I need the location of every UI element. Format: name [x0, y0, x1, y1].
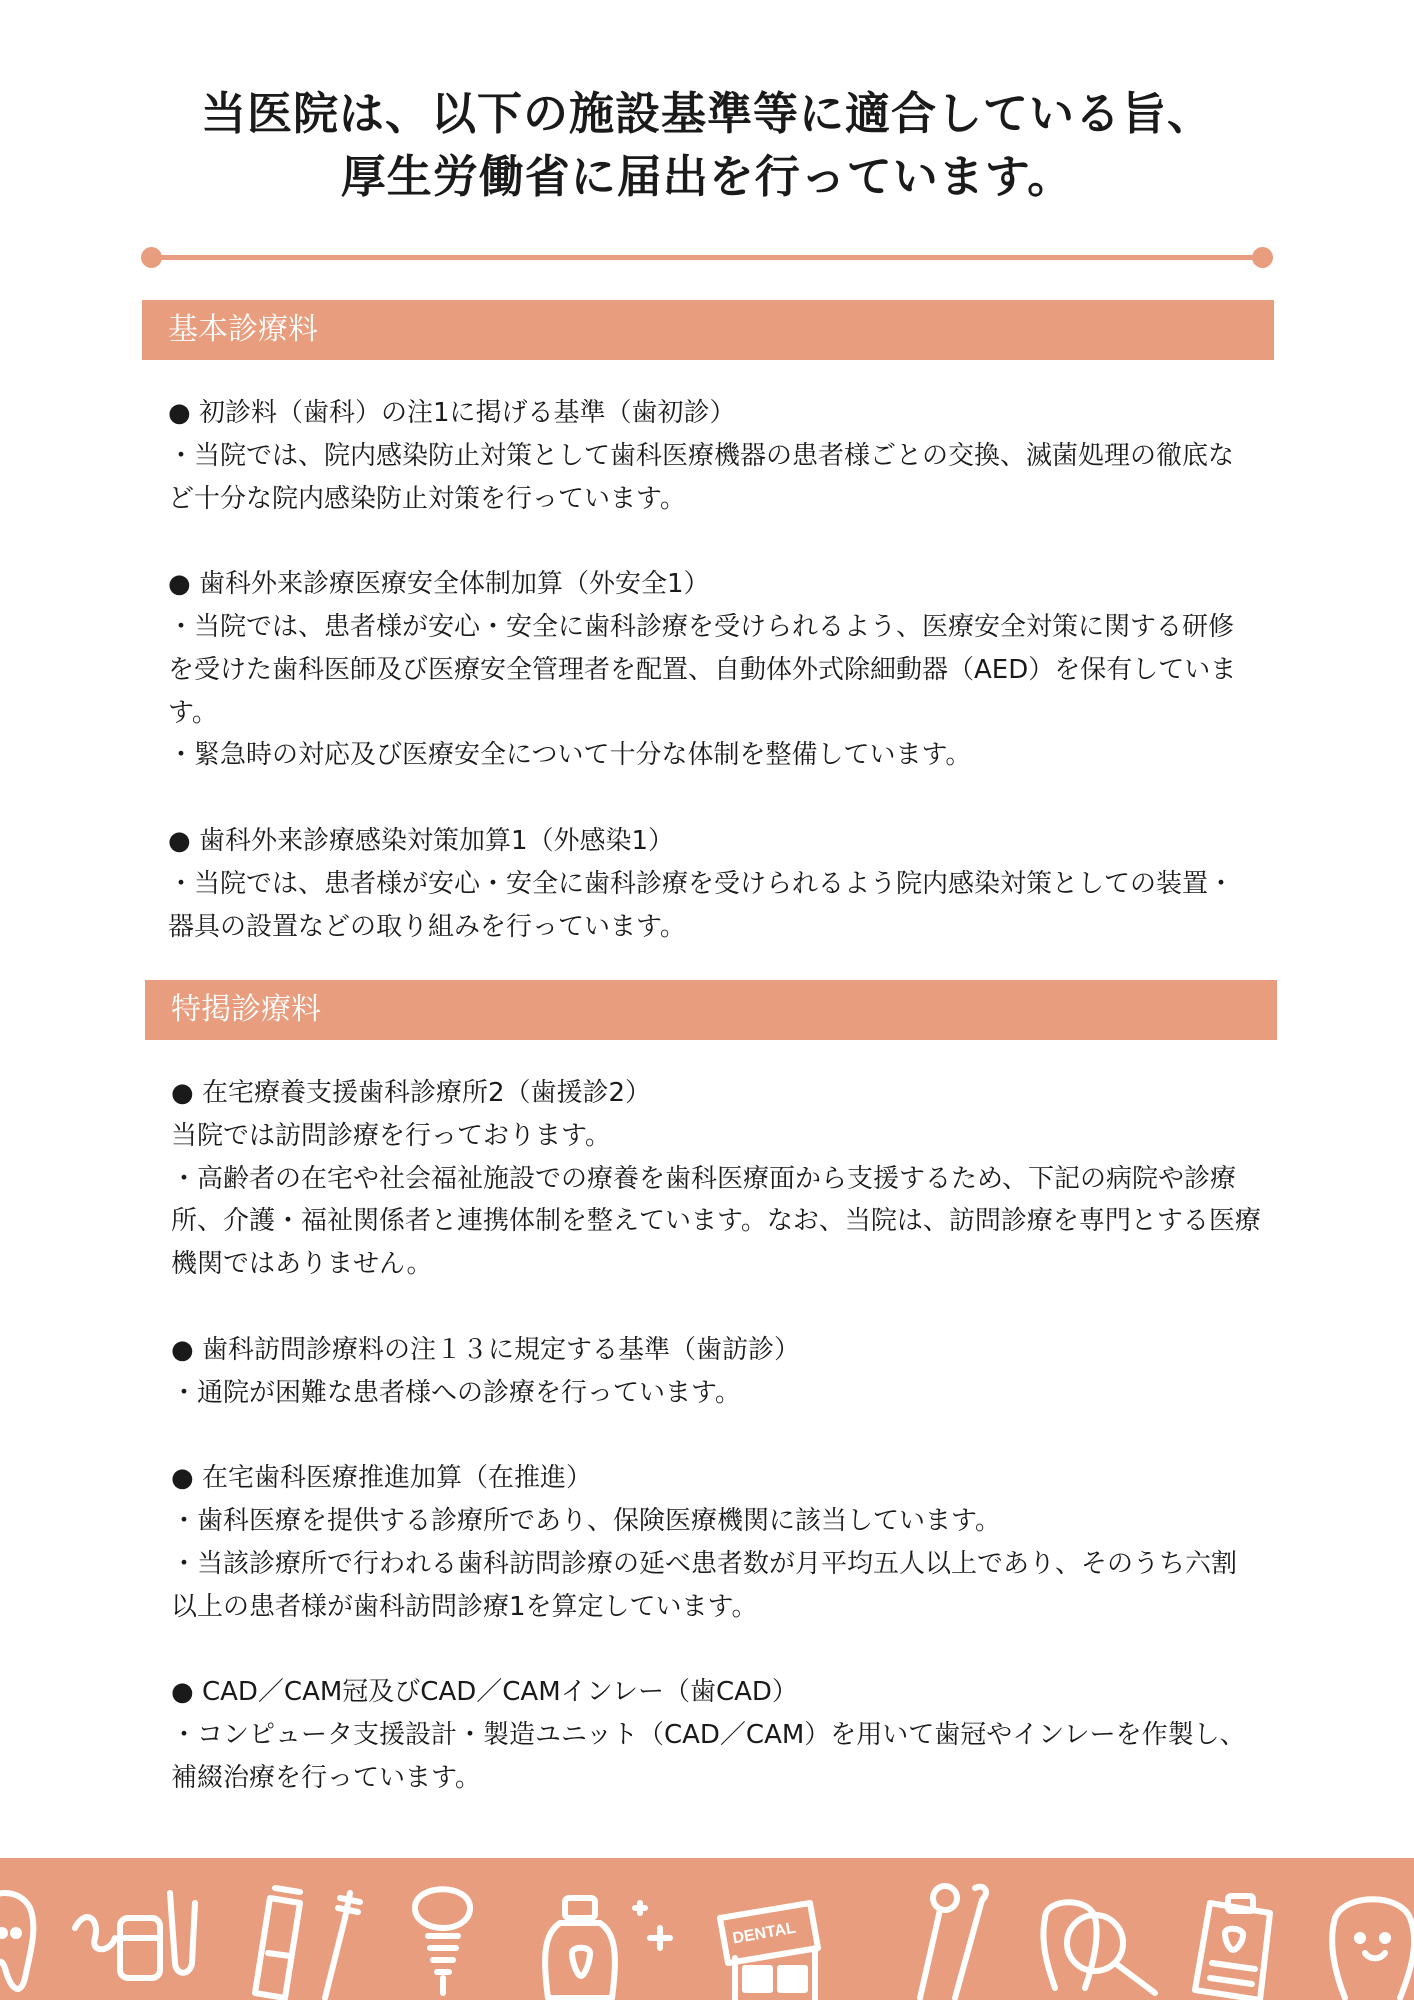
item-title [171, 1671, 1261, 1714]
list-item [168, 392, 1258, 520]
dental-clinic-icon [720, 1903, 818, 2000]
item-title-text: 歯科訪問診療料の注１３に規定する基準（歯訪診） [201, 1334, 800, 1365]
list-item [168, 820, 1258, 948]
dental-probe-icon [955, 1887, 986, 1998]
bullet-icon: ● [168, 569, 191, 600]
item-description: ・当該診療所で行われる歯科訪問診療の延べ患者数が月平均五人以上であり、そのうち六割以上の患者様が歯科訪問診療1を算定しています。 [171, 1548, 1238, 1622]
list-item [171, 1457, 1261, 1628]
bullet-icon: ● [168, 398, 191, 428]
item-description: ・コンピュータ支援設計・製造ユニット（CAD／CAM）を用いて歯冠やインレーを作製し、補綴治療を行っています。 [171, 1719, 1246, 1793]
item-description: ・緊急時の対応及び医療安全について十分な体制を整備しています。 [168, 740, 972, 771]
item-title [168, 392, 1258, 435]
item-description: 当院では訪問診療を行っております。 [171, 1120, 611, 1151]
item-title [171, 1457, 1261, 1500]
item-description: ・当院では、患者様が安心・安全に歯科診療を受けられるよう、医療安全対策に関する研修を受けた歯科医師及び医療安全管理者を配置、自動体外式除細動器（AED）を保有しています。 [168, 611, 1237, 728]
implant-icon [415, 1889, 470, 1993]
item-title-text: CAD／CAM冠及びCAD／CAMインレー（歯CAD） [201, 1677, 798, 1708]
dental-mirror-icon [920, 1886, 957, 1998]
list-item [171, 1072, 1261, 1286]
clipboard-icon [1195, 1896, 1270, 2000]
item-description: ・通院が困難な患者様への診療を行っています。 [171, 1377, 741, 1408]
list-item [168, 563, 1258, 777]
item-description: ・当院では、患者様が安心・安全に歯科診療を受けられるよう院内感染対策としての装置・器具の設置などの取り組みを行っています。 [168, 868, 1235, 942]
bullet-icon: ● [171, 1463, 194, 1494]
page-title [0, 82, 1414, 208]
bullet-icon: ● [171, 1334, 194, 1365]
floss-icon [75, 1893, 195, 1978]
item-title-text: 初診料（歯科）の注1に掲げる基準（歯初診） [198, 398, 736, 428]
tooth-icon [1332, 1899, 1414, 1998]
item-description: ・歯科医療を提供する診療所であり、保険医療機関に該当しています。 [171, 1505, 1001, 1536]
item-title [168, 820, 1258, 863]
list-item [171, 1329, 1261, 1415]
item-title [171, 1072, 1261, 1115]
page-title-line-2: 厚生労働省に届出を行っています。 [340, 150, 1074, 203]
list-item [171, 1671, 1261, 1799]
section-header-special: 特掲診療料 [145, 980, 1277, 1040]
toothpaste-icon [255, 1888, 300, 1998]
footer-banner [0, 1858, 1414, 2000]
item-title [171, 1329, 1261, 1372]
dental-sign-text: DENTAL [731, 1919, 798, 1948]
item-title-text: 歯科外来診療医療安全体制加算（外安全1） [198, 569, 710, 600]
page-title-line-1: 当医院は、以下の施設基準等に適合している旨、 [200, 87, 1213, 140]
item-title [168, 563, 1258, 606]
toothbrush-icon [325, 1893, 360, 1998]
section-body-special [171, 1072, 1261, 1842]
bullet-icon: ● [171, 1078, 194, 1108]
bullet-icon: ● [171, 1677, 194, 1708]
tooth-icon [0, 1893, 33, 1989]
section-body-basic [168, 392, 1258, 991]
item-title-text: 歯科外来診療感染対策加算1（外感染1） [198, 825, 675, 856]
title-divider [152, 255, 1262, 260]
bullet-icon: ● [168, 825, 191, 856]
item-description: ・当院では、院内感染防止対策として歯科医療機器の患者様ごとの交換、滅菌処理の徹底など十分な院内感染防止対策を行っています。 [168, 440, 1235, 514]
sparkle-icon [635, 1903, 670, 1948]
item-description: ・高齢者の在宅や社会福祉施設での療養を歯科医療面から支援するため、下記の病院や診療所、介護・福祉関係者と連携体制を整えています。なお、当院は、訪問診療を専門とする医療機関ではありません。 [171, 1163, 1261, 1280]
item-title-text: 在宅歯科医療推進加算（在推進） [201, 1463, 592, 1494]
section-header-basic: 基本診療料 [142, 300, 1274, 360]
tooth-magnifier-icon [1043, 1902, 1155, 1993]
divider-dot-right [1252, 247, 1273, 268]
mouthwash-icon [545, 1898, 615, 1998]
divider-dot-left [141, 247, 162, 268]
item-title-text: 在宅療養支援歯科診療所2（歯援診2） [201, 1078, 652, 1108]
